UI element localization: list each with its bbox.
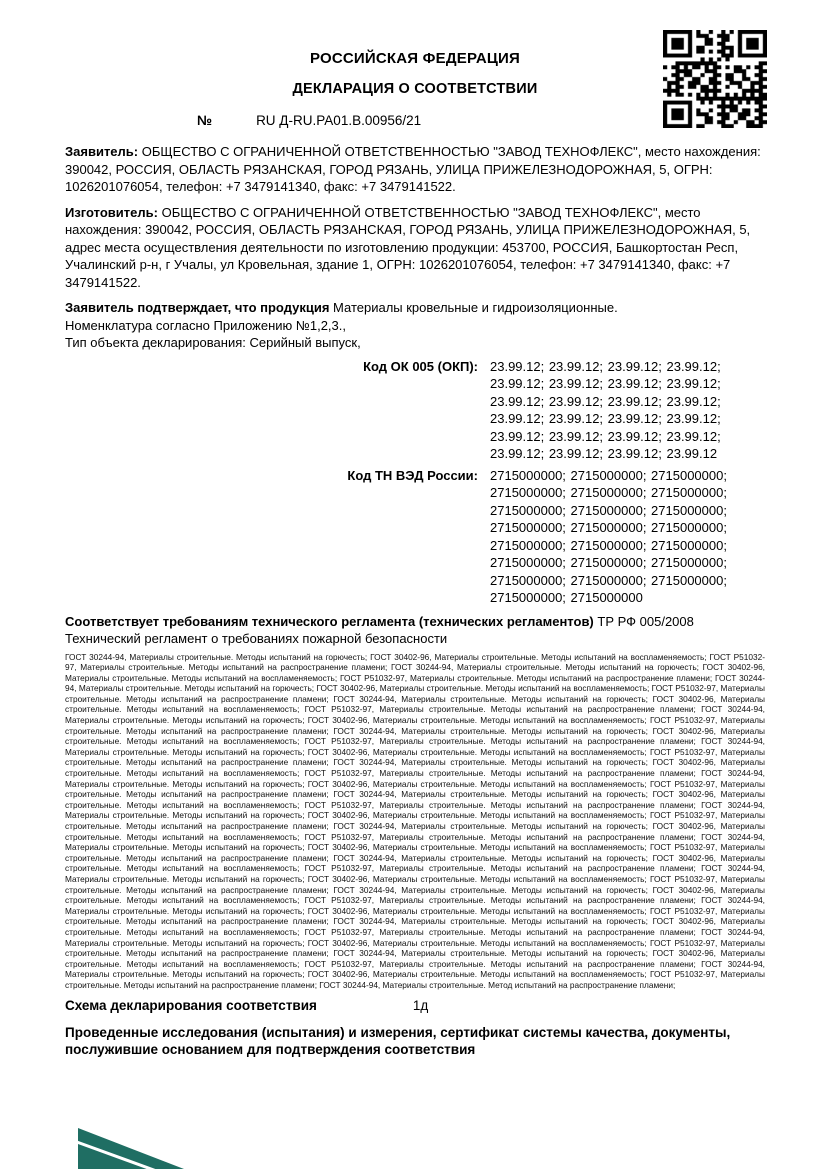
declaration-number-line	[197, 112, 765, 129]
okp-code-row	[65, 358, 765, 463]
applicant-paragraph	[65, 143, 765, 196]
document-content	[65, 0, 765, 1072]
tnved-code-row	[65, 467, 765, 607]
tnved-code-values: 2715000000; 2715000000; 2715000000; 2715000000; 2715000000; 2715000000; 2715000000; 2715000000; 2715000000; 2715000000; 2715000000; 2715000000; 2715000000; 2715000000; 2715000000; 2715000000; 2715000000; 2715000000; 2715000000; 2715000000; 2715000000; 2715000000; 2715000000	[490, 467, 727, 605]
applicant-text: ОБЩЕСТВО С ОГРАНИЧЕННОЙ ОТВЕТСТВЕННОСТЬЮ "ЗАВОД ТЕХНОФЛЕКС", место нахождения: 390042, РОССИЯ, ОБЛАСТЬ РЯЗАНСКАЯ, ГОРОД РЯЗАНЬ, УЛИЦА ПРИЖЕЛЕЗНОДОРОЖНАЯ, 5, ОГРН: 1026201076054, телефон: +7 3479141340, факс: +7 3479141522.	[65, 144, 761, 194]
number-label: №	[197, 113, 213, 128]
manufacturer-paragraph	[65, 204, 765, 292]
basis-statement: Проведенные исследования (испытания) и измерения, сертификат системы качества, документы, послужившие основанием для подтверждения соответствия	[65, 1024, 731, 1057]
applicant-label: Заявитель:	[65, 144, 139, 159]
confirmation-line-1	[65, 299, 765, 317]
okp-code-values: 23.99.12; 23.99.12; 23.99.12; 23.99.12; 23.99.12; 23.99.12; 23.99.12; 23.99.12; 23.99.12; 23.99.12; 23.99.12; 23.99.12; 23.99.12; 23.99.12; 23.99.12; 23.99.12; 23.99.12; 23.99.12; 23.99.12; 23.99.12; 23.99.12; 23.99.12; 23.99.12; 23.99.12	[490, 358, 721, 461]
confirmation-product: Материалы кровельные и гидроизоляционные.	[329, 300, 618, 315]
confirmation-label: Заявитель подтверждает, что продукция	[65, 300, 330, 315]
declaration-number: RU Д-RU.РА01.В.00956/21	[256, 113, 422, 128]
confirmation-paragraph	[65, 299, 765, 352]
document-title: ДЕКЛАРАЦИЯ О СООТВЕТСТВИИ	[292, 81, 538, 97]
scheme-value: 1д	[412, 997, 429, 1013]
confirmation-line-2: Номенклатура согласно Приложению №1,2,3.,	[65, 317, 346, 333]
tnved-code-label: Код ТН ВЭД России:	[347, 467, 478, 483]
corner-decoration	[78, 1128, 184, 1169]
compliance-statement	[65, 613, 765, 648]
country-title: РОССИЙСКАЯ ФЕДЕРАЦИЯ	[309, 50, 520, 67]
gost-standards-block: ГОСТ 30244-94, Материалы строительные. Методы испытаний на горючесть; ГОСТ 30402-96, Материалы строительные. Методы испытаний на воспламеняемость; ГОСТ Р51032-97, Материалы строительные. Методы испытаний на распространение пламени; ГОСТ 30244-94, Материалы строительные. Методы испытаний на горючесть; ГОСТ 30402-96, Материалы строительные. Методы испытаний на воспламеняемость; ГОСТ Р51032-97, Материалы строительные. Методы испытаний на распространение пламени; ГОСТ 30244-94, Материалы строительные. Методы испытаний на горючесть; ГОСТ 30402-96, Материалы строительные. Методы испытаний на воспламеняемость; ГОСТ Р51032-97, Материалы строительные. Методы испытаний на распространение пламени; ГОСТ 30244-94, Материалы строительные. Методы испытаний на горючесть; ГОСТ 30402-96, Материалы строительные. Методы испытаний на воспламеняемость; ГОСТ Р51032-97, Материалы строительные. Методы испытаний на распространение пламени; ГОСТ 30244-94, Материалы строительные. Методы испытаний на горючесть; ГОСТ 30402-96, Материалы строительные. Методы испытаний на воспламеняемость; ГОСТ Р51032-97, Материалы строительные. Методы испытаний на распространение пламени; ГОСТ 30244-94, Материалы строительные. Методы испытаний на горючесть; ГОСТ 30402-96, Материалы строительные. Методы испытаний на воспламеняемость; ГОСТ Р51032-97, Материалы строительные. Методы испытаний на распространение пламени; ГОСТ 30244-94, Материалы строительные. Методы испытаний на горючесть; ГОСТ 30402-96, Материалы строительные. Методы испытаний на воспламеняемость; ГОСТ Р51032-97, Материалы строительные. Методы испытаний на распространение пламени; ГОСТ 30244-94, Материалы строительные. Методы испытаний на горючесть; ГОСТ 30402-96, Материалы строительные. Методы испытаний на воспламеняемость; ГОСТ Р51032-97, Материалы строительные. Методы испытаний на распространение пламени; ГОСТ 30244-94, Материалы строительные. Методы испытаний на горючесть; ГОСТ 30402-96, Материалы строительные. Методы испытаний на воспламеняемость; ГОСТ Р51032-97, Материалы строительные. Методы испытаний на распространение пламени; ГОСТ 30244-94, Материалы строительные. Методы испытаний на горючесть; ГОСТ 30402-96, Материалы строительные. Методы испытаний на воспламеняемость; ГОСТ Р51032-97, Материалы строительные. Методы испытаний на распространение пламени; ГОСТ 30244-94, Материалы строительные. Методы испытаний на горючесть; ГОСТ 30402-96, Материалы строительные. Методы испытаний на воспламеняемость; ГОСТ Р51032-97, Материалы строительные. Методы испытаний на распространение пламени; ГОСТ 30244-94, Материалы строительные. Методы испытаний на горючесть; ГОСТ 30402-96, Материалы строительные. Методы испытаний на воспламеняемость; ГОСТ Р51032-97, Материалы строительные. Методы испытаний на распространение пламени; ГОСТ 30244-94, Материалы строительные. Методы испытаний на горючесть; ГОСТ 30402-96, Материалы строительные. Методы испытаний на воспламеняемость; ГОСТ Р51032-97, Материалы строительные. Методы испытаний на распространение пламени; ГОСТ 30244-94, Материалы строительные. Методы испытаний на горючесть; ГОСТ 30402-96, Материалы строительные. Методы испытаний на воспламеняемость; ГОСТ Р51032-97, Материалы строительные. Методы испытаний на распространение пламени; ГОСТ 30244-94, Материалы строительные. Методы испытаний на горючесть; ГОСТ 30402-96, Материалы строительные. Методы испытаний на воспламеняемость; ГОСТ Р51032-97, Материалы строительные. Методы испытаний на распространение пламени; ГОСТ 30244-94, Материалы строительные. Методы испытаний на горючесть; ГОСТ 30402-96, Материалы строительные. Методы испытаний на воспламеняемость; ГОСТ Р51032-97, Материалы строительные. Методы испытаний на распространение пламени; ГОСТ 30244-94, Материалы строительные. Методы испытаний на горючесть; ГОСТ 30402-96, Материалы строительные. Методы испытаний на воспламеняемость; ГОСТ Р51032-97, Материалы строительные. Методы испытаний на распространение пламени; ГОСТ 30244-94, Материалы строительные. Методы испытаний на горючесть; ГОСТ 30402-96, Материалы строительные. Методы испытаний на воспламеняемость; ГОСТ Р51032-97, Материалы строительные. Методы испытаний на распространение пламени; ГОСТ 30244-94, Материалы строительные. Методы испытаний на горючесть; ГОСТ 30402-96, Материалы строительные. Методы испытаний на воспламеняемость; ГОСТ Р51032-97, Материалы строительные. Методы испытаний на распространение пламени; ГОСТ 30244-94, Материалы строительные. Методы испытаний на горючесть; ГОСТ 30402-96, Материалы строительные. Методы испытаний на воспламеняемость; ГОСТ Р51032-97, Материалы строительные. Методы испытаний на распространение пламени; ГОСТ 30244-94, Материалы строительные. Методы испытаний на горючесть; ГОСТ 30402-96, Материалы строительные. Методы испытаний на воспламеняемость; ГОСТ Р51032-97, Материалы строительные. Методы испытаний на распространение пламени; ГОСТ 30244-94, Материалы строительные. Метод испытаний на распространение пламени;	[65, 651, 765, 990]
confirmation-line-3: Тип объекта декларирования: Серийный выпуск,	[65, 335, 361, 350]
declaration-scheme-line	[65, 997, 765, 1014]
compliance-regulation: ТР РФ 005/2008 Технический регламент о требованиях пожарной безопасности	[65, 613, 694, 646]
manufacturer-text: ОБЩЕСТВО С ОГРАНИЧЕННОЙ ОТВЕТСТВЕННОСТЬЮ "ЗАВОД ТЕХНОФЛЕКС", место нахождения: 390042, РОССИЯ, ОБЛАСТЬ РЯЗАНСКАЯ, ГОРОД РЯЗАНЬ, УЛИЦА ПРИЖЕЛЕЗНОДОРОЖНАЯ, 5, адрес места осуществления деятельности по изготовлению продукции: 453700, РОССИЯ, Башкортостан Респ, Учалинский р-н, г Учалы, ул Кровельная, здание 1, ОГРН: 1026201076054, телефон: +7 3479141340, факс: +7 3479141522.	[65, 204, 751, 290]
compliance-bold-part: Соответствует требованиям технического регламента (технических регламентов)	[65, 613, 594, 629]
scheme-label: Схема декларирования соответствия	[65, 997, 317, 1013]
okp-code-label: Код ОК 005 (ОКП):	[363, 358, 478, 374]
manufacturer-label: Изготовитель:	[65, 204, 158, 220]
